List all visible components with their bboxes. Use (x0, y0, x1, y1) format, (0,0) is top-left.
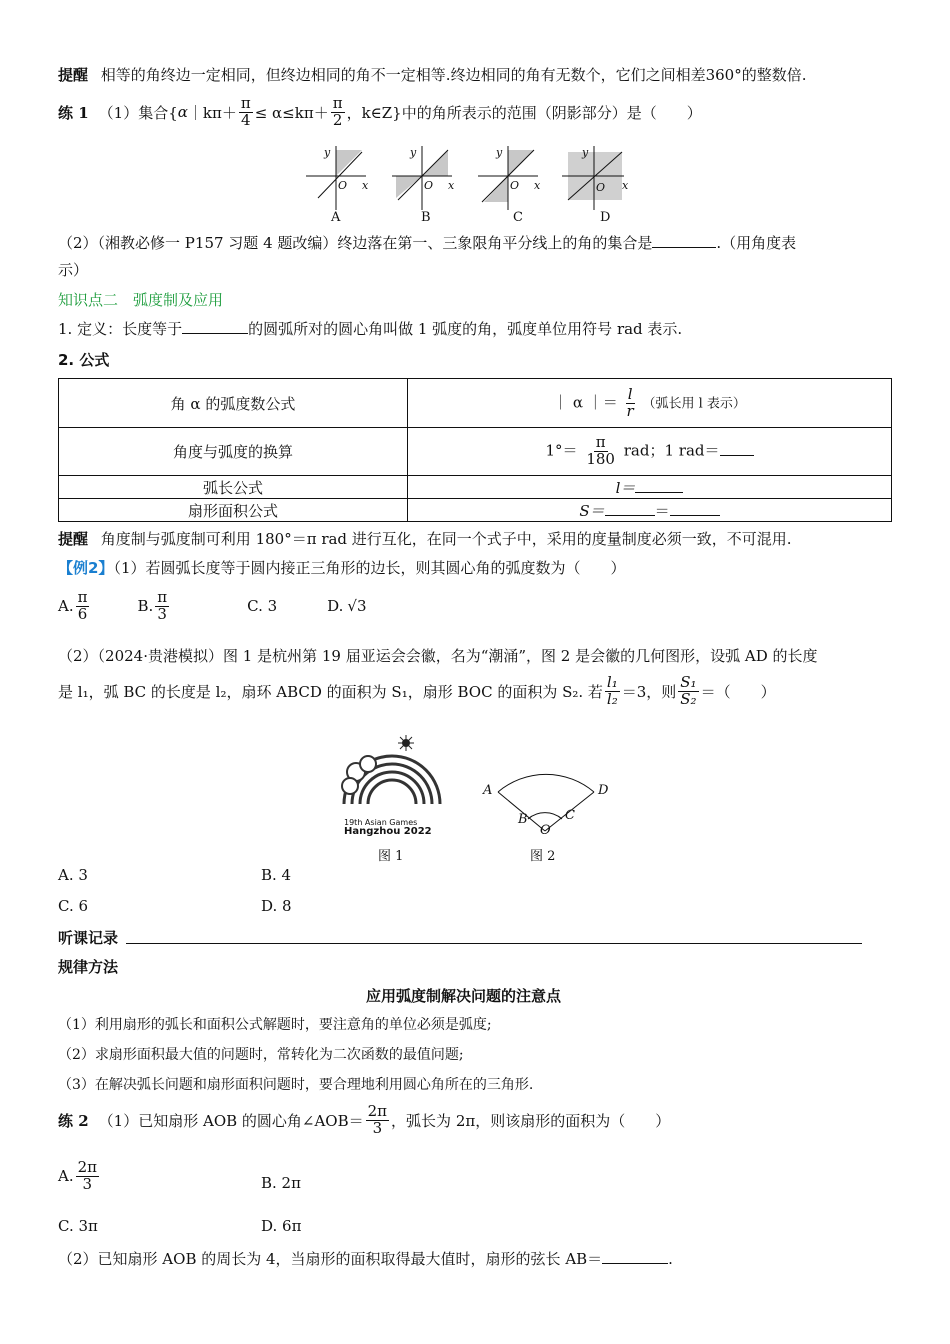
numerator: 2π (77, 1158, 98, 1176)
option-d-label: D (600, 210, 611, 225)
example-tag: 【例2】 (58, 559, 114, 577)
table-cell-formula (408, 476, 892, 499)
reminder-text: 角度制与弧度制可利用 180°＝π rad 进行互化，在同一个式子中，采用的度量制度必须一致，不可混用. (100, 530, 792, 548)
point-o-label: O (540, 823, 551, 838)
figure-1-caption: 图 1 (378, 849, 404, 864)
table-row (59, 428, 892, 476)
fraction (76, 1160, 99, 1193)
fraction-pi-4 (239, 96, 253, 129)
formula-text: ｜ α ｜＝ (553, 393, 618, 411)
reminder-2 (58, 528, 792, 549)
q-text-line2: 示） (58, 261, 89, 279)
formula-text: l＝ (615, 478, 636, 497)
axis-x-label: x (534, 179, 541, 192)
fraction (76, 590, 90, 623)
fraction-s1-s2 (678, 675, 698, 708)
q-text: （2）已知扇形 AOB 的周长为 4，当扇形的面积取得最大值时，扇形的弦长 AB＝ (58, 1250, 603, 1268)
answer-option-d: D. 8 (261, 897, 292, 915)
answer-option-a: A. 3 (58, 866, 88, 884)
answer-blank[interactable] (670, 515, 720, 516)
q-text: ≤ α≤kπ＋ (254, 103, 329, 122)
axis-y-label: y (582, 146, 589, 159)
q-text: ｜kπ＋ (187, 103, 237, 122)
sun-icon (398, 735, 414, 751)
origin-label: O (424, 179, 434, 192)
reminder-label: 提醒 (58, 530, 89, 548)
numerator: π (157, 588, 168, 606)
exercise-1-q2 (58, 232, 796, 253)
formula-table (58, 378, 892, 522)
origin-label: O (510, 179, 520, 192)
table-cell-name: 扇形面积公式 (59, 499, 408, 522)
answer-option-b: B. 4 (261, 866, 292, 884)
table-row (59, 499, 892, 522)
point-c-label: C (565, 808, 575, 823)
alpha-symbol: α (177, 103, 188, 122)
option-figure-c (478, 146, 541, 210)
denominator: 3 (82, 1174, 93, 1193)
listen-record-line[interactable] (126, 943, 862, 944)
option-c-label: C (513, 210, 523, 225)
fraction-pi-180 (584, 435, 617, 468)
denominator: 180 (586, 450, 615, 468)
denominator: 2 (332, 110, 343, 129)
formula-text: 1°＝ (545, 441, 578, 460)
formula-note: （弧长用 l 表示） (642, 396, 746, 411)
option-figure-a (306, 146, 369, 210)
exercise-2-option-d: D. 6π (261, 1217, 302, 1235)
def-text: 的圆弧所对的圆心角叫做 1 弧度的角，弧度单位用符号 rad 表示. (248, 320, 683, 338)
answer-blank[interactable] (652, 247, 716, 248)
option-b: B. (137, 597, 154, 616)
q-text: ＝3，则 (621, 682, 677, 701)
exercise-2-option-a (58, 1160, 101, 1193)
asian-games-emblem (336, 734, 446, 824)
numerator: π (595, 433, 606, 452)
exercise-label: 练 1 (58, 103, 89, 122)
fraction-pi-2 (331, 96, 345, 129)
section-title: 知识点二 弧度制及应用 (58, 291, 224, 309)
wave-curl-icon (342, 756, 376, 794)
numerator: l₁ (606, 673, 618, 691)
fraction-l-r (625, 384, 636, 420)
numerator: S₁ (680, 673, 697, 691)
fraction-2pi-3 (366, 1104, 389, 1137)
logo-line-2: Hangzhou 2022 (344, 826, 432, 837)
axis-x-label: x (362, 179, 369, 192)
option-b-label: B (421, 210, 431, 225)
option-d-value: √3 (347, 597, 367, 616)
axis-x-label: x (448, 179, 455, 192)
definition (58, 318, 682, 339)
axis-y-label: y (410, 146, 417, 159)
logo-line-1: 19th Asian Games (344, 818, 418, 827)
table-row (59, 379, 892, 428)
table-cell-name: 角 α 的弧度数公式 (59, 379, 408, 428)
axis-x-label: x (622, 179, 629, 192)
listen-record-label: 听课记录 (58, 929, 119, 947)
denominator: 3 (157, 604, 167, 623)
option-figure-b (392, 146, 455, 210)
option-figure-d (562, 146, 624, 210)
formula-label: 2. 公式 (58, 351, 110, 369)
denominator: S₂ (680, 689, 697, 708)
answer-blank[interactable] (635, 492, 683, 493)
fraction (155, 590, 169, 623)
option-a: A. (58, 597, 74, 616)
q-text: 是 l₁，弧 BC 的长度是 l₂，扇环 ABCD 的面积为 S₁，扇形 BOC 的面积为 S₂. 若 (58, 682, 603, 701)
denominator: 4 (241, 110, 251, 129)
answer-option-c: C. 6 (58, 897, 89, 915)
example-2-q1 (58, 557, 626, 578)
q-text: （1）已知扇形 AOB 的圆心角∠AOB＝ (98, 1111, 364, 1130)
exercise-2-q2: （2）已知扇形 AOB 的周长为 4，当扇形的面积取得最大值时，扇形的弦长 AB＝ . (58, 1250, 673, 1268)
numerator: l (627, 384, 633, 403)
axis-y-label: y (496, 146, 503, 159)
method-point-1: （1）利用扇形的弧长和面积公式解题时，要注意角的单位必须是弧度; (58, 1017, 492, 1033)
method-point-2: （2）求扇形面积最大值的问题时，常转化为二次函数的最值问题; (58, 1047, 464, 1063)
table-cell-name: 弧长公式 (59, 476, 408, 499)
denominator: r (626, 401, 634, 420)
q-text: .（用角度表 (716, 234, 797, 252)
formula-text: S＝ (579, 501, 605, 520)
point-b-label: B (518, 812, 528, 827)
denominator: 6 (77, 604, 88, 623)
axis-y-label: y (324, 146, 331, 159)
option-d: D. (327, 597, 344, 616)
table-cell-name: 角度与弧度的换算 (59, 428, 408, 476)
table-cell-formula (408, 428, 892, 476)
table-cell-formula (408, 499, 892, 522)
origin-label: O (596, 181, 606, 194)
answer-blank[interactable] (602, 1263, 668, 1264)
method-point-3: （3）在解决弧长问题和扇形面积问题时，要合理地利用圆心角所在的三角形. (58, 1077, 534, 1093)
answer-blank[interactable] (605, 515, 655, 516)
numerator: π (332, 94, 343, 112)
figure-2-caption: 图 2 (530, 849, 556, 864)
q-text: ＝（ ） (700, 682, 776, 701)
answer-blank[interactable] (182, 333, 248, 334)
example-2-q2-line1: （2）（2024·贵港模拟）图 1 是杭州第 19 届亚运会会徽，名为“潮涌”，图 2 是会徽的几何图形，设弧 AD 的长度 (58, 647, 818, 665)
reminder-label: 提醒 (58, 66, 89, 84)
method-heading: 应用弧度制解决问题的注意点 (366, 987, 562, 1005)
denominator: l₂ (606, 689, 618, 708)
exercise-2-q1 (58, 1104, 670, 1137)
fraction-l1-l2 (605, 675, 620, 708)
exercise-1-q1 (58, 96, 702, 129)
exercise-2-option-b: B. 2π (261, 1174, 301, 1192)
exercise-label: 练 2 (58, 1111, 89, 1130)
formula-text: ＝ (654, 501, 670, 520)
numerator: π (240, 94, 251, 112)
option-a-label: A (331, 210, 341, 225)
def-text: 1. 定义：长度等于 (58, 320, 183, 338)
q-text: （1）若圆弧长度等于圆内接正三角形的边长，则其圆心角的弧度数为（ ） (113, 559, 626, 577)
reminder-text: 相等的角终边一定相同，但终边相同的角不一定相等.终边相同的角有无数个，它们之间相差360°的整数倍. (100, 66, 807, 84)
numerator: π (77, 588, 88, 606)
options-figures (300, 140, 645, 228)
table-cell-formula (408, 379, 892, 428)
q-text: （2）（湘教必修一 P157 习题 4 题改编）终边落在第一、三象限角平分线上的角的集合是 (58, 234, 653, 252)
exercise-2-option-c: C. 3π (58, 1217, 98, 1235)
option-c: C. 3 (247, 597, 278, 616)
method-label: 规律方法 (58, 958, 119, 976)
point-a-label: A (483, 783, 493, 798)
point-d-label: D (598, 783, 609, 798)
example-2-options-1 (58, 590, 367, 623)
q-text: （1）集合{ (98, 103, 178, 122)
denominator: 3 (372, 1118, 383, 1137)
table-row (59, 476, 892, 499)
origin-label: O (338, 179, 348, 192)
reminder-1 (58, 64, 806, 85)
example-2-q2-line2 (58, 675, 776, 708)
option-a: A. (58, 1167, 74, 1186)
formula-text: rad；1 rad＝ (623, 441, 720, 460)
q-text: ，弧长为 2π，则该扇形的面积为（ ） (391, 1111, 671, 1130)
numerator: 2π (367, 1102, 388, 1120)
answer-blank[interactable] (720, 455, 754, 456)
q-text: ，k∈Z}中的角所表示的范围（阴影部分）是（ ） (346, 103, 702, 122)
